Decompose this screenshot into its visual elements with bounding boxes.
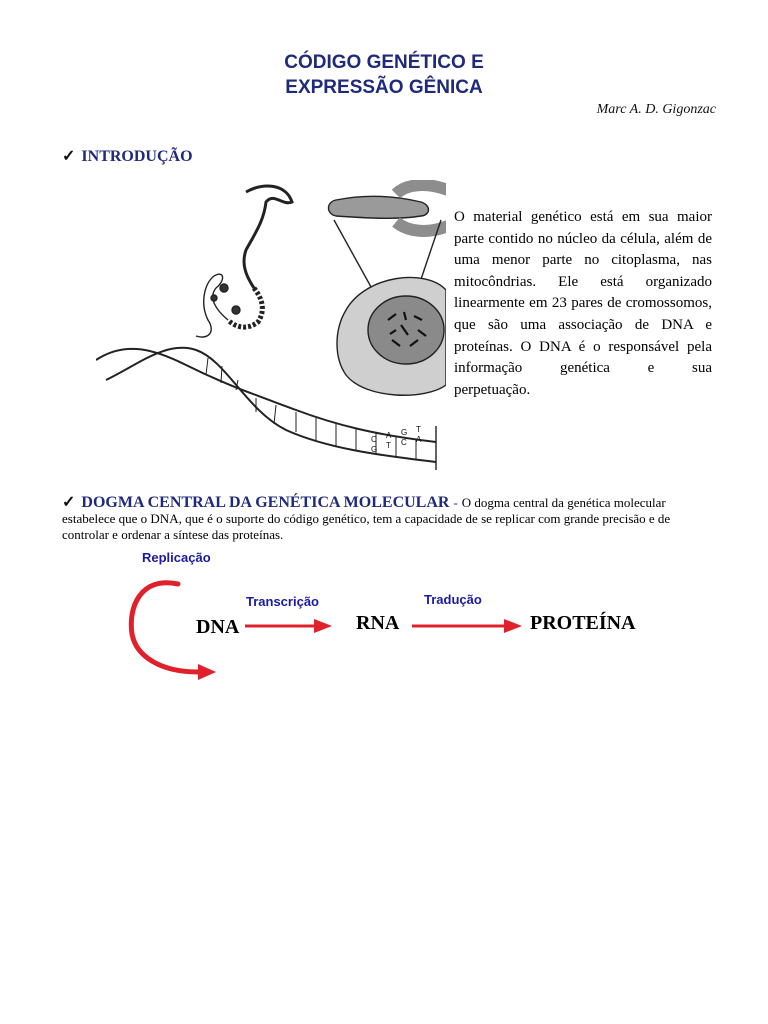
rna-label: RNA bbox=[356, 612, 400, 634]
dna-label: DNA bbox=[196, 616, 240, 638]
intro-paragraph-main: O material genético está em sua maior parte contido no núcleo da célula, além de uma menor parte no citoplasma, nas mitocôndrias. Ele está organizado linearmente em 23 pares de cromossomos, que são uma associação de DNA e proteínas. O DNA é o responsável pela informação genética e sua bbox=[454, 209, 712, 377]
base-letter: C bbox=[401, 438, 407, 447]
base-letter: C bbox=[371, 435, 377, 444]
transcription-label: Transcrição bbox=[246, 594, 319, 609]
chromosome-arm-top bbox=[396, 185, 446, 194]
intro-heading bbox=[62, 146, 193, 166]
base-letter: T bbox=[416, 425, 421, 434]
transcription-arrow-head bbox=[314, 619, 332, 633]
cell-nucleus bbox=[368, 296, 444, 364]
replication-arrow bbox=[131, 583, 198, 672]
dogma-separator: - bbox=[453, 495, 458, 510]
translation-arrow-head bbox=[504, 619, 522, 633]
intro-heading-text: INTRODUÇÃO bbox=[81, 148, 193, 165]
page-title bbox=[0, 50, 768, 100]
title-line-2: EXPRESSÃO GÊNICA bbox=[285, 77, 483, 98]
replication-label: Replicação bbox=[142, 550, 211, 565]
intro-paragraph-last: perpetuação. bbox=[454, 381, 531, 398]
dna-cell-svg bbox=[96, 180, 446, 470]
chromatin-coil bbox=[244, 186, 292, 288]
check-icon: ✓ bbox=[62, 494, 76, 511]
replication-arrow-head bbox=[198, 664, 216, 680]
base-letter: G bbox=[401, 428, 408, 437]
title-line-1: CÓDIGO GENÉTICO E bbox=[284, 52, 484, 73]
intro-paragraph bbox=[454, 207, 712, 401]
dogma-text: O dogma central da genética molecular estabelece que o DNA, que é o suporte do código genético, tem a capacidade de se replicar com grande precisão e de controlar e ordenar a síntese das proteínas. bbox=[62, 495, 671, 542]
nucleosome-1 bbox=[220, 284, 228, 292]
check-icon: ✓ bbox=[62, 148, 76, 165]
dogma-heading: DOGMA CENTRAL DA GENÉTICA MOLECULAR bbox=[81, 494, 450, 511]
author-name: Marc A. D. Gigonzac bbox=[596, 102, 716, 117]
nucleosome-3 bbox=[211, 295, 217, 301]
protein-label: PROTEÍNA bbox=[530, 612, 636, 634]
dogma-paragraph bbox=[62, 495, 712, 543]
base-letter: G bbox=[371, 445, 378, 454]
base-letter: A bbox=[416, 435, 422, 444]
dna-cell-illustration bbox=[96, 180, 446, 470]
base-letter: T bbox=[386, 441, 391, 450]
chromosome-shape bbox=[329, 196, 429, 218]
base-letter: A bbox=[386, 431, 392, 440]
nucleosome-2 bbox=[232, 306, 240, 314]
translation-label: Tradução bbox=[424, 592, 482, 607]
central-dogma-diagram bbox=[120, 548, 660, 688]
